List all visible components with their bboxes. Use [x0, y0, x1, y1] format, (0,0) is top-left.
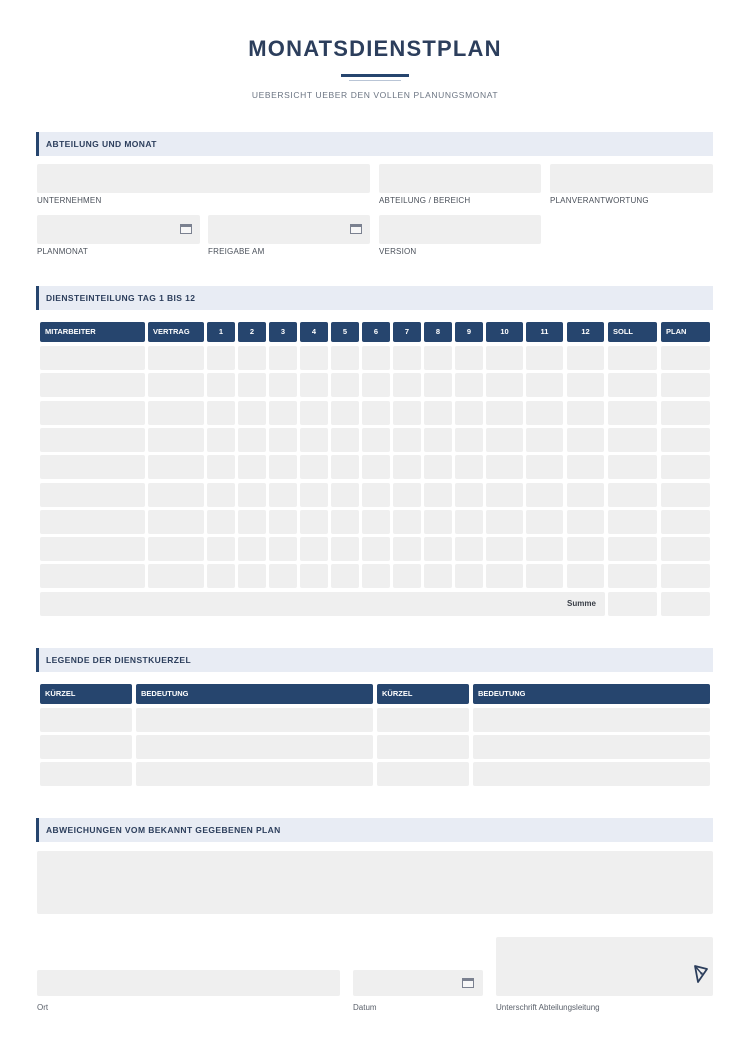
section-header-legende: [36, 648, 713, 672]
column-header: 6: [362, 322, 390, 342]
table-cell[interactable]: [486, 428, 523, 452]
section-accent-bar: [36, 286, 39, 310]
freigabe-field[interactable]: [208, 215, 370, 244]
table-cell[interactable]: [486, 401, 523, 425]
table-cell[interactable]: [486, 510, 523, 534]
calendar-icon[interactable]: [180, 224, 192, 234]
title-rule-thin: [349, 80, 401, 81]
section-title: ABWEICHUNGEN VOM BEKANNT GEGEBENEN PLAN: [46, 825, 281, 835]
table-cell[interactable]: [393, 510, 421, 534]
table-cell[interactable]: [526, 537, 563, 561]
table-cell[interactable]: [269, 428, 297, 452]
table-cell[interactable]: [40, 428, 145, 452]
table-cell[interactable]: [661, 564, 710, 588]
planmonat-field[interactable]: [37, 215, 200, 244]
table-cell[interactable]: [40, 401, 145, 425]
unternehmen-field[interactable]: [37, 164, 370, 193]
table-cell[interactable]: [40, 564, 145, 588]
table-cell[interactable]: [455, 455, 483, 479]
table-cell[interactable]: [608, 483, 657, 507]
table-cell[interactable]: [661, 401, 710, 425]
table-cell[interactable]: [393, 564, 421, 588]
table-cell[interactable]: [393, 483, 421, 507]
table-cell[interactable]: [661, 373, 710, 397]
table-cell[interactable]: [269, 510, 297, 534]
table-cell[interactable]: [362, 564, 390, 588]
column-header: MITARBEITER: [40, 322, 145, 342]
table-cell[interactable]: [486, 483, 523, 507]
table-cell[interactable]: [238, 428, 266, 452]
table-cell[interactable]: [331, 401, 359, 425]
legend-cell[interactable]: [40, 735, 132, 759]
title-rule: [341, 74, 409, 77]
legend-cell[interactable]: [136, 735, 373, 759]
table-cell[interactable]: [300, 373, 328, 397]
table-cell[interactable]: [608, 428, 657, 452]
table-cell[interactable]: [393, 537, 421, 561]
version-label: VERSION: [379, 247, 417, 256]
table-cell[interactable]: [455, 401, 483, 425]
table-cell[interactable]: [238, 510, 266, 534]
table-cell[interactable]: [238, 373, 266, 397]
table-cell[interactable]: [300, 564, 328, 588]
table-cell[interactable]: [269, 537, 297, 561]
table-cell[interactable]: [362, 373, 390, 397]
table-cell[interactable]: [148, 373, 204, 397]
table-cell[interactable]: [362, 401, 390, 425]
unterschrift-label: Unterschrift Abteilungsleitung: [496, 1003, 600, 1012]
ort-field[interactable]: [37, 970, 340, 996]
table-cell[interactable]: [269, 373, 297, 397]
table-cell[interactable]: [362, 510, 390, 534]
table-cell[interactable]: [455, 373, 483, 397]
table-cell[interactable]: [608, 564, 657, 588]
table-cell[interactable]: [424, 428, 452, 452]
table-cell[interactable]: [661, 483, 710, 507]
page-title: MONATSDIENSTPLAN: [248, 36, 502, 61]
table-cell[interactable]: [393, 428, 421, 452]
planmonat-label: PLANMONAT: [37, 247, 88, 256]
table-cell[interactable]: [207, 564, 235, 588]
table-cell[interactable]: [424, 510, 452, 534]
section-accent-bar: [36, 132, 39, 156]
summe-cell[interactable]: [661, 592, 710, 616]
table-cell[interactable]: [608, 373, 657, 397]
table-cell[interactable]: [207, 373, 235, 397]
table-cell[interactable]: [526, 373, 563, 397]
table-cell[interactable]: [300, 428, 328, 452]
table-cell[interactable]: [661, 537, 710, 561]
table-cell[interactable]: [661, 428, 710, 452]
legend-column-header: KÜRZEL: [40, 684, 132, 704]
abweichungen-textarea[interactable]: [37, 851, 713, 914]
legend-column-header: BEDEUTUNG: [473, 684, 710, 704]
unterschrift-field[interactable]: [496, 937, 713, 996]
table-cell[interactable]: [567, 401, 604, 425]
table-cell[interactable]: [207, 483, 235, 507]
legend-cell[interactable]: [473, 735, 710, 759]
unternehmen-label: UNTERNEHMEN: [37, 196, 102, 205]
table-cell[interactable]: [207, 455, 235, 479]
column-header: 7: [393, 322, 421, 342]
section-title: DIENSTEINTEILUNG TAG 1 BIS 12: [46, 293, 196, 303]
legend-cell[interactable]: [136, 708, 373, 732]
table-cell[interactable]: [567, 510, 604, 534]
table-cell[interactable]: [148, 346, 204, 370]
section-title: LEGENDE DER DIENSTKUERZEL: [46, 655, 192, 665]
table-cell[interactable]: [238, 564, 266, 588]
table-cell[interactable]: [300, 483, 328, 507]
column-header: 4: [300, 322, 328, 342]
table-cell[interactable]: [486, 373, 523, 397]
column-header: 12: [567, 322, 604, 342]
legend-cell[interactable]: [377, 762, 469, 786]
table-cell[interactable]: [300, 401, 328, 425]
table-cell[interactable]: [238, 401, 266, 425]
table-cell[interactable]: [455, 346, 483, 370]
table-cell[interactable]: [608, 346, 657, 370]
table-cell[interactable]: [567, 346, 604, 370]
table-cell[interactable]: [393, 373, 421, 397]
table-cell[interactable]: [40, 510, 145, 534]
table-cell[interactable]: [567, 373, 604, 397]
ort-label: Ort: [37, 1003, 49, 1012]
table-cell[interactable]: [455, 428, 483, 452]
table-cell[interactable]: [455, 483, 483, 507]
summe-label: Summe: [567, 598, 596, 608]
planverantwortung-field[interactable]: [550, 164, 713, 193]
table-cell[interactable]: [455, 537, 483, 561]
table-cell[interactable]: [331, 373, 359, 397]
table-cell[interactable]: [300, 455, 328, 479]
column-header: 2: [238, 322, 266, 342]
legend-cell[interactable]: [377, 708, 469, 732]
column-header: PLAN: [661, 322, 710, 342]
table-cell[interactable]: [362, 537, 390, 561]
table-cell[interactable]: [424, 564, 452, 588]
table-cell[interactable]: [238, 483, 266, 507]
table-cell[interactable]: [300, 346, 328, 370]
legend-cell[interactable]: [136, 762, 373, 786]
table-cell[interactable]: [486, 537, 523, 561]
legend-cell[interactable]: [473, 708, 710, 732]
column-header: 8: [424, 322, 452, 342]
table-cell[interactable]: [148, 537, 204, 561]
table-cell[interactable]: [269, 564, 297, 588]
column-header: 11: [526, 322, 563, 342]
planverantwortung-label: PLANVERANTWORTUNG: [550, 196, 649, 205]
pen-nib-icon: [693, 964, 709, 984]
datum-label: Datum: [353, 1003, 377, 1012]
version-field[interactable]: [379, 215, 541, 244]
table-cell[interactable]: [424, 455, 452, 479]
section-header-abweichungen: [36, 818, 713, 842]
table-cell[interactable]: [40, 483, 145, 507]
column-header: 10: [486, 322, 523, 342]
abteilung-label: ABTEILUNG / BEREICH: [379, 196, 471, 205]
table-cell[interactable]: [661, 510, 710, 534]
freigabe-label: FREIGABE AM: [208, 247, 265, 256]
table-cell[interactable]: [486, 564, 523, 588]
table-cell[interactable]: [148, 564, 204, 588]
table-cell[interactable]: [148, 483, 204, 507]
table-cell[interactable]: [608, 537, 657, 561]
table-cell[interactable]: [207, 537, 235, 561]
legend-cell[interactable]: [473, 762, 710, 786]
table-cell[interactable]: [424, 373, 452, 397]
table-cell[interactable]: [40, 455, 145, 479]
table-cell[interactable]: [331, 455, 359, 479]
table-cell[interactable]: [362, 455, 390, 479]
table-cell[interactable]: [269, 401, 297, 425]
table-cell[interactable]: [207, 401, 235, 425]
legend-cell[interactable]: [40, 708, 132, 732]
table-cell[interactable]: [148, 428, 204, 452]
table-cell[interactable]: [238, 346, 266, 370]
table-cell[interactable]: [331, 428, 359, 452]
table-cell[interactable]: [393, 401, 421, 425]
table-cell[interactable]: [40, 346, 145, 370]
column-header: SOLL: [608, 322, 657, 342]
table-cell[interactable]: [331, 510, 359, 534]
table-cell[interactable]: [526, 564, 563, 588]
table-cell[interactable]: [455, 510, 483, 534]
table-cell[interactable]: [331, 483, 359, 507]
calendar-icon[interactable]: [462, 978, 474, 988]
column-header: 9: [455, 322, 483, 342]
column-header: VERTRAG: [148, 322, 204, 342]
column-header: 5: [331, 322, 359, 342]
table-cell[interactable]: [393, 346, 421, 370]
table-cell[interactable]: [526, 455, 563, 479]
summe-row: [40, 592, 605, 616]
section-accent-bar: [36, 648, 39, 672]
legend-column-header: KÜRZEL: [377, 684, 469, 704]
table-cell[interactable]: [526, 510, 563, 534]
table-cell[interactable]: [269, 483, 297, 507]
legend-column-header: BEDEUTUNG: [136, 684, 373, 704]
table-cell[interactable]: [486, 346, 523, 370]
table-cell[interactable]: [300, 537, 328, 561]
table-cell[interactable]: [331, 346, 359, 370]
table-cell[interactable]: [238, 455, 266, 479]
table-cell[interactable]: [608, 510, 657, 534]
column-header: 3: [269, 322, 297, 342]
table-cell[interactable]: [269, 455, 297, 479]
abteilung-field[interactable]: [379, 164, 541, 193]
table-cell[interactable]: [300, 510, 328, 534]
table-cell[interactable]: [362, 428, 390, 452]
section-title: ABTEILUNG UND MONAT: [46, 139, 157, 149]
table-cell[interactable]: [269, 346, 297, 370]
table-cell[interactable]: [424, 346, 452, 370]
table-cell[interactable]: [331, 564, 359, 588]
table-cell[interactable]: [455, 564, 483, 588]
table-cell[interactable]: [424, 401, 452, 425]
table-cell[interactable]: [148, 455, 204, 479]
table-cell[interactable]: [567, 564, 604, 588]
column-header: 1: [207, 322, 235, 342]
table-cell[interactable]: [661, 346, 710, 370]
table-cell[interactable]: [424, 483, 452, 507]
table-cell[interactable]: [526, 483, 563, 507]
calendar-icon[interactable]: [350, 224, 362, 234]
legend-cell[interactable]: [40, 762, 132, 786]
table-cell[interactable]: [567, 455, 604, 479]
section-header-dienst: [36, 286, 713, 310]
page-subtitle: UEBERSICHT UEBER DEN VOLLEN PLANUNGSMONAT: [251, 90, 499, 100]
table-cell[interactable]: [362, 483, 390, 507]
table-cell[interactable]: [393, 455, 421, 479]
table-cell[interactable]: [424, 537, 452, 561]
table-cell[interactable]: [238, 537, 266, 561]
table-cell[interactable]: [526, 346, 563, 370]
table-cell[interactable]: [608, 401, 657, 425]
table-cell[interactable]: [207, 510, 235, 534]
table-cell[interactable]: [207, 428, 235, 452]
table-cell[interactable]: [486, 455, 523, 479]
table-cell[interactable]: [567, 537, 604, 561]
table-cell[interactable]: [207, 346, 235, 370]
table-cell[interactable]: [40, 373, 145, 397]
section-header-abteilung: [36, 132, 713, 156]
table-cell[interactable]: [40, 537, 145, 561]
legend-cell[interactable]: [377, 735, 469, 759]
table-cell[interactable]: [661, 455, 710, 479]
table-cell[interactable]: [567, 428, 604, 452]
summe-cell[interactable]: [608, 592, 657, 616]
table-cell[interactable]: [526, 401, 563, 425]
table-cell[interactable]: [148, 401, 204, 425]
table-cell[interactable]: [362, 346, 390, 370]
table-cell[interactable]: [608, 455, 657, 479]
section-accent-bar: [36, 818, 39, 842]
table-cell[interactable]: [331, 537, 359, 561]
datum-field[interactable]: [353, 970, 483, 996]
table-cell[interactable]: [148, 510, 204, 534]
table-cell[interactable]: [526, 428, 563, 452]
table-cell[interactable]: [567, 483, 604, 507]
